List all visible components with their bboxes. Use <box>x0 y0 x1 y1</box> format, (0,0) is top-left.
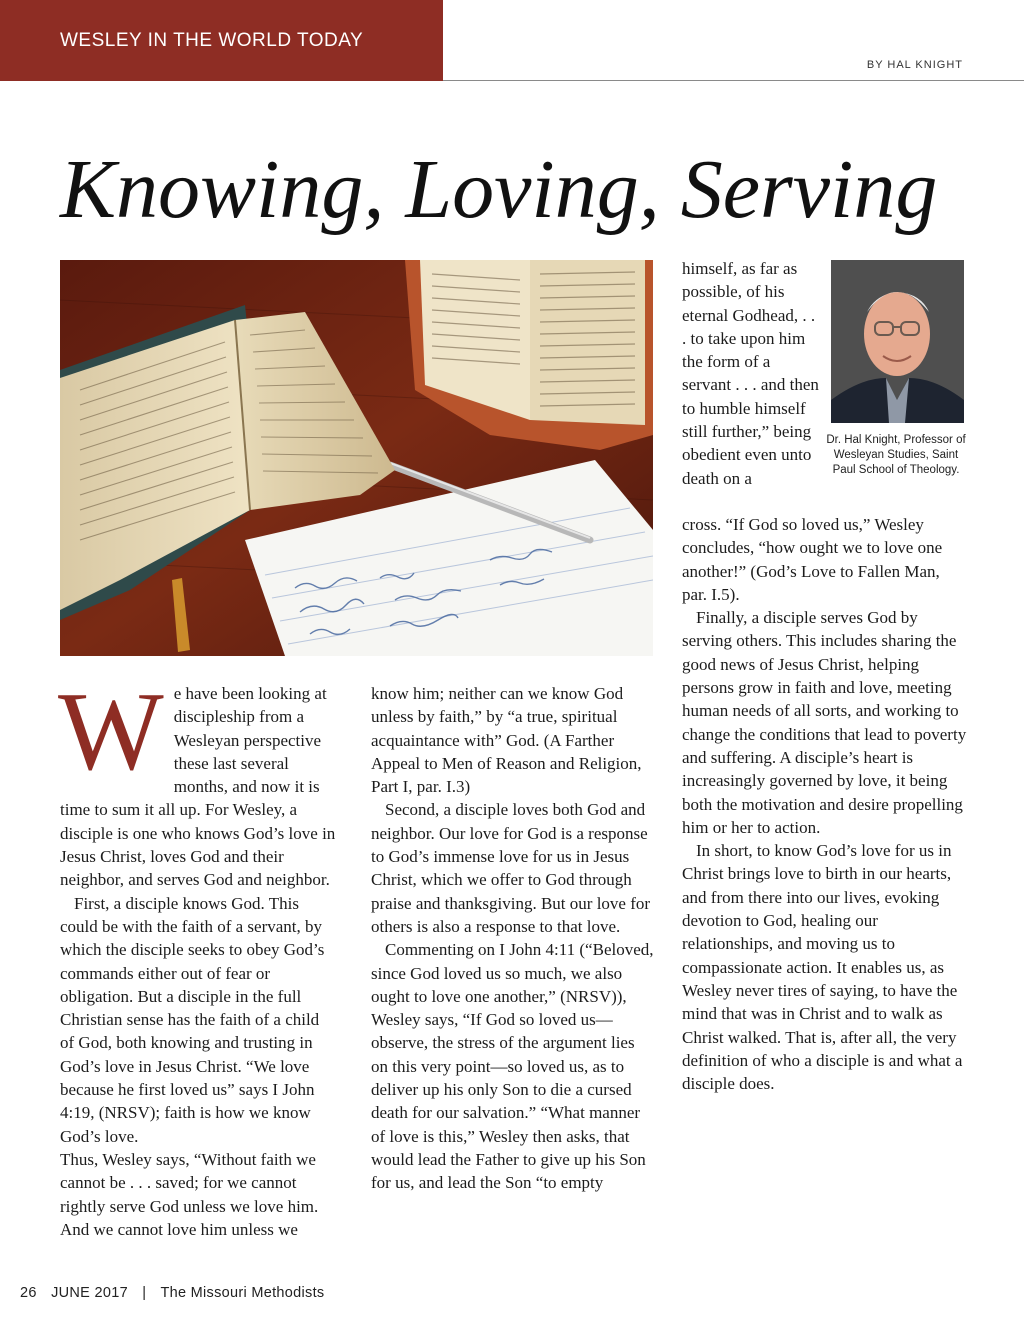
header-rule <box>443 80 1024 81</box>
article-column-2 <box>371 682 655 1195</box>
article-paragraph: In short, to know God’s love for us in Christ brings love to birth in our hearts, and from there into our lives, evoking devotion to God, healing our relationships, and moving us to compassionate action. It enables us, as Wesley never tires of saying, to have the mind that was in Christ and to walk as Christ walked. That is, after all, the very definition of who a disciple is and what a disciple does. <box>682 841 963 1094</box>
article-column-3 <box>682 513 967 1095</box>
footer-separator: | <box>142 1285 147 1301</box>
author-photo-caption: Dr. Hal Knight, Professor of Wesleyan Studies, Saint Paul School of Theology. <box>826 434 966 476</box>
article-paragraph-intro <box>58 670 336 892</box>
page-number: 26 <box>20 1285 37 1301</box>
drop-cap: W <box>58 670 164 794</box>
article-paragraph: First, a disciple knows God. This could be with the faith of a servant, by which the disciple seeks to obey God’s commands either out of fear or obligation. But a disciple in the full Christian sense has the faith of a child of God, both knowing and trusting in God’s love in Jesus Christ. “We love because he first loved us” says I John 4:19, (NRSV); faith is how we know God’s love. <box>60 893 325 1146</box>
publication-name: The Missouri Methodists <box>160 1285 325 1301</box>
page-footer <box>20 1285 334 1301</box>
article-paragraph: himself, as far as possible, of his eternal Godhead, . . . to take upon him the form of a servant . . . and then to humble himself still further,” being obedient even unto death on a <box>682 259 819 488</box>
article-paragraph-intro-text: e have been looking at discipleship from a Wesleyan perspective these last several months, and now it is time to sum it all up. For Wesley, a disciple is one who knows God’s love in Jesus Christ, loves God and their neighbor, and serves God and neighbor. <box>60 684 336 890</box>
article-paragraph: Second, a disciple loves both God and neighbor. Our love for God is a response to God’s immense love for us in Jesus Christ, which we offer to God through praise and thanksgiving. But our love for others is also a response to that love. <box>371 800 651 936</box>
article-paragraph: Commenting on I John 4:11 (“Beloved, since God loved us so much, we also ought to love one another,” (NRSV)), Wesley says, “If God so loved us—observe, the stress of the argument lies on this very point—so loved us, as to deliver up his only Son to die a cursed death for our salvation.” “What manner of love is this,” Wesley then asks, that would lead the Father to give up his Son for us, and lead the Son “to empty <box>371 940 654 1193</box>
section-header-band <box>0 0 443 81</box>
article-column-1 <box>58 670 336 1241</box>
article-paragraph: Thus, Wesley says, “Without faith we cannot be . . . saved; for we cannot rightly serve God unless we love him. And we cannot love him unless we <box>60 1149 319 1239</box>
article-title: Knowing, Loving, Serving <box>60 143 938 236</box>
article-paragraph: Finally, a disciple serves God by serving others. This includes sharing the good news of Jesus Christ, helping persons grow in faith and love, meeting human needs of all sorts, and working to change the conditions that lead to poverty and suffering. A disciple’s heart is increasingly governed by love, it being both the motivation and desire propelling him or her to action. <box>682 608 967 837</box>
section-label: WESLEY IN THE WORLD TODAY <box>60 30 364 51</box>
byline: BY HAL KNIGHT <box>866 59 963 71</box>
author-portrait-photo <box>831 260 964 423</box>
hero-photo-bibles-and-notes <box>60 260 653 656</box>
article-paragraph: know him; neither can we know God unless by faith,” by “a true, spiritual acquaintance with” God. (A Farther Appeal to Men of Reason and Religion, Part I, par. I.3) <box>371 684 642 797</box>
article-paragraph: cross. “If God so loved us,” Wesley concludes, “how ought we to love one another!” (God’s Love to Fallen Man, par. I.5). <box>682 515 943 604</box>
article-column-3-top <box>682 257 822 490</box>
issue-date: JUNE 2017 <box>51 1285 128 1301</box>
